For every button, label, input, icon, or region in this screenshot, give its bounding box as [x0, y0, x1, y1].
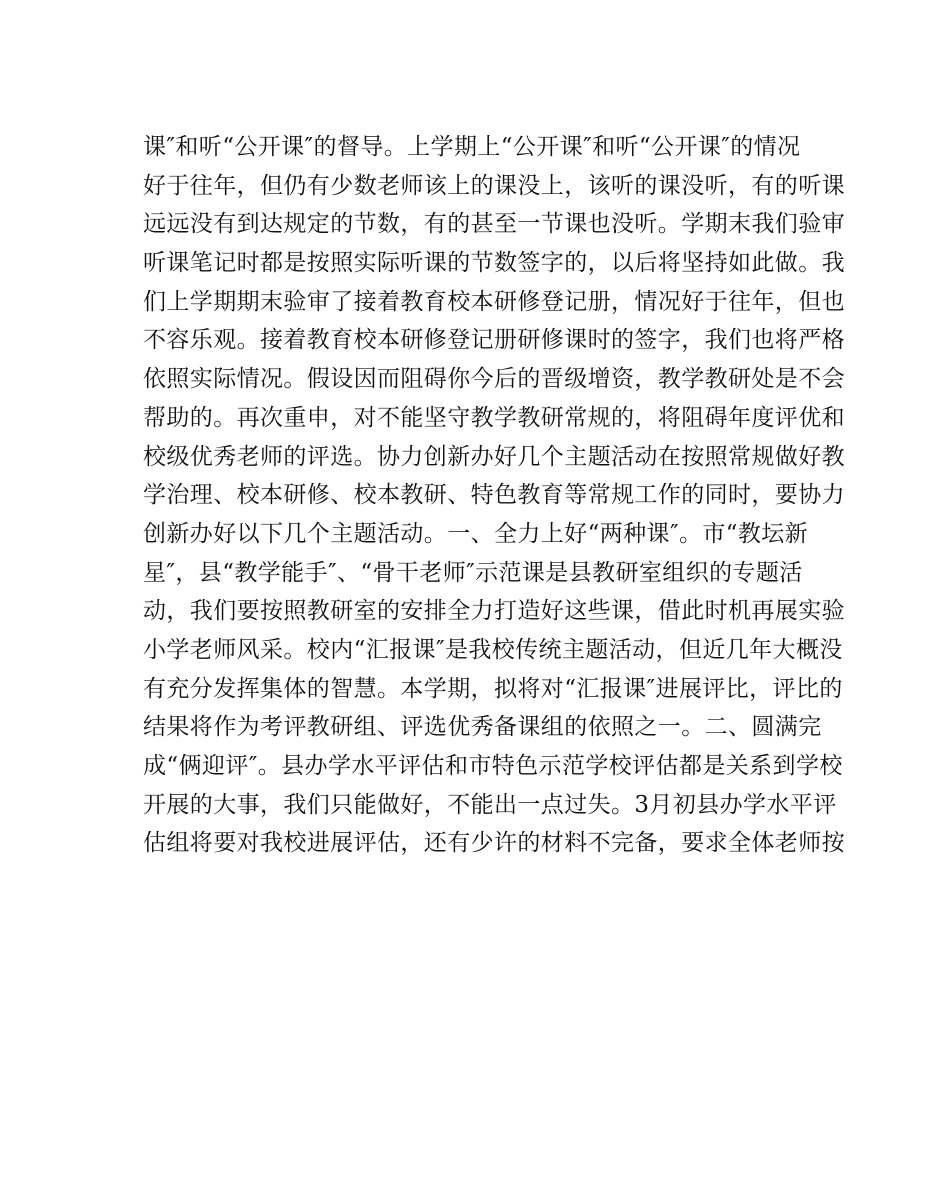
text-line: 校级优秀老师的评选。协力创新办好几个主题活动在按照常规做好教 [143, 443, 845, 470]
text-line: 好于往年，但仍有少数老师该上的课没上，该听的课没听，有的听课 [143, 172, 845, 199]
text-line: 不容乐观。接着教育校本研修登记册研修课时的签字，我们也将严格 [143, 327, 845, 354]
text-line: 帮助的。再次重申，对不能坚守教学教研常规的，将阻碍年度评优和 [143, 404, 845, 431]
text-line: 成“俩迎评″。县办学水平评估和市特色示范学校评估都是关系到学校 [143, 753, 843, 779]
text-line: 们上学期期末验审了接着教育校本研修登记册，情况好于往年，但也 [143, 288, 845, 315]
text-line: 创新办好以下几个主题活动。一、全力上好“两种课″。市“教坛新 [143, 520, 809, 547]
text-line: 远远没有到达规定的节数，有的甚至一节课也没听。学期末我们验审 [143, 211, 845, 238]
text-line: 动，我们要按照教研室的安排全力打造好这些课，借此时机再展实验 [143, 598, 845, 625]
text-line: 课″和听“公开课″的督导。上学期上“公开课″和听“公开课″的情况 [143, 134, 801, 160]
text-line: 依照实际情况。假设因而阻碍你今后的晋级增资，教学教研处是不会 [143, 366, 845, 393]
text-line: 结果将作为考评教研组、评选优秀备课组的依照之一。二、圆满完 [143, 714, 822, 741]
text-line: 小学老师风采。校内“汇报课″是我校传统主题活动，但近几年大概没 [143, 636, 843, 663]
text-line: 学治理、校本研修、校本教研、特色教育等常规工作的同时，要协力 [143, 482, 845, 509]
text-line: 星″，县“教学能手″、“骨干老师″示范课是县教研室组织的专题活 [143, 559, 803, 586]
text-line: 开展的大事，我们只能做好，不能出一点过失。3月初县办学水平评 [143, 791, 837, 818]
text-line: 估组将要对我校进展评估，还有少许的材料不完备，要求全体老师按 [143, 830, 845, 857]
text-line: 有充分发挥集体的智慧。本学期，拟将对“汇报课″进展评比，评比的 [143, 675, 843, 702]
text-line: 听课笔记时都是按照实际听课的节数签字的，以后将坚持如此做。我 [143, 250, 845, 277]
body-text [143, 128, 845, 863]
